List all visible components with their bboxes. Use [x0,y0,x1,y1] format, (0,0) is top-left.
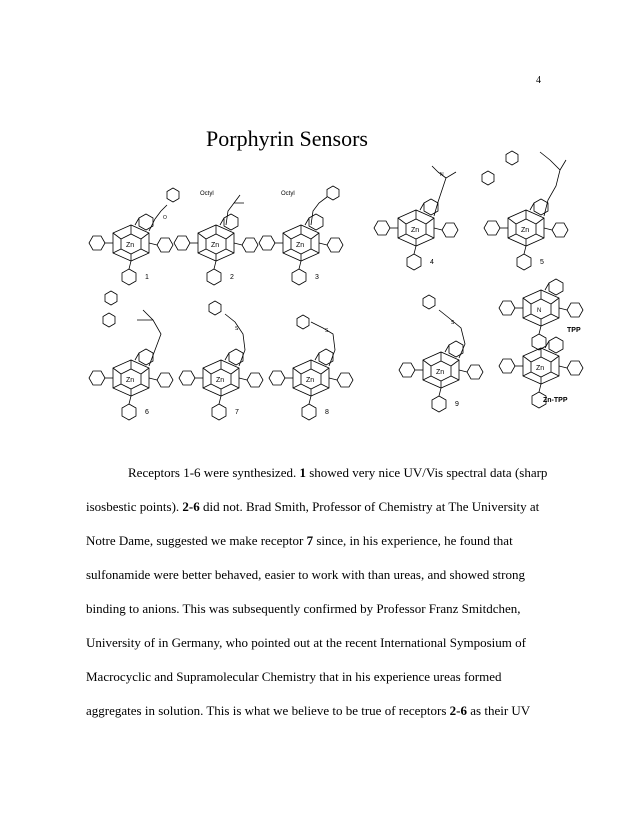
tpp-label: TPP [567,327,581,334]
zinc-atom-label: Zn [126,377,135,384]
receptor-7-structure [179,301,263,420]
receptor-8-structure [269,315,353,420]
zinc-atom-label: Zn [296,242,305,249]
paragraph-line-1: Receptors 1-6 were synthesized. 1 showed very nice UV/Vis spectral data (sharp [128,465,548,480]
zinc-atom-label: Zn [126,242,135,249]
receptor-3-label: 3 [315,274,319,281]
receptor-7-label: 7 [235,409,239,416]
paragraph-line-3: Notre Dame, suggested we make receptor 7 since, in his experience, he found that [86,533,513,548]
zinc-atom-label: Zn [306,377,315,384]
paragraph-line-2: isosbestic points). 2-6 did not. Brad Smith, Professor of Chemistry at The University at [86,499,540,514]
body-paragraph [86,456,560,728]
zinc-atom-label: Zn [411,227,420,234]
receptor-1-structure [89,188,179,285]
receptor-6-label: 6 [145,409,149,416]
page-number: 4 [536,75,541,86]
receptor-5-label: 5 [540,259,544,266]
receptor-structures-figure [86,150,596,440]
zinc-atom-label: Zn [216,377,225,384]
zinc-atom-label: Zn [521,227,530,234]
receptor-4-structure [374,166,458,270]
page-title: Porphyrin Sensors [206,126,368,151]
sulfur-atom-label: S [235,326,239,332]
zinc-atom-label: Zn [536,365,545,372]
paragraph-line-8: aggregates in solution. This is what we believe to be true of receptors 2-6 as their UV [86,703,531,718]
sulfur-atom-label: S [451,320,455,326]
octyl-group-label: Octyl [200,191,214,197]
tpp-structure [499,279,583,350]
receptor-1-label: 1 [145,274,149,281]
receptor-8-label: 8 [325,409,329,416]
nitrogen-atom-label: N [440,172,444,178]
receptor-3-structure [259,186,343,285]
zinc-atom-label: Zn [436,369,445,376]
paragraph-line-7: Macrocyclic and Supramolecular Chemistry that in his experience ureas formed [86,669,502,684]
receptor-9-label: 9 [455,401,459,408]
zn-tpp-label: Zn-TPP [543,397,568,404]
nitrogen-atom-label: N [537,308,542,314]
receptor-6-structure [89,291,173,420]
zn-tpp-structure [499,337,583,408]
paragraph-line-5: binding to anions. This was subsequently confirmed by Professor Franz Smitdchen, [86,601,521,616]
paragraph-line-6: University of in Germany, who pointed out at the recent International Symposium of [86,635,526,650]
sulfur-atom-label: S [325,328,329,334]
receptor-4-label: 4 [430,259,434,266]
zinc-atom-label: Zn [211,242,220,249]
receptor-9-structure [399,295,483,412]
receptor-2-label: 2 [230,274,234,281]
octyl-group-label: Octyl [281,191,295,197]
paragraph-line-4: sulfonamide were better behaved, easier to work with than ureas, and showed strong [86,567,525,582]
receptor-5-structure [482,151,568,270]
oxygen-atom-label: O [163,215,167,221]
receptor-2-structure [174,191,258,285]
